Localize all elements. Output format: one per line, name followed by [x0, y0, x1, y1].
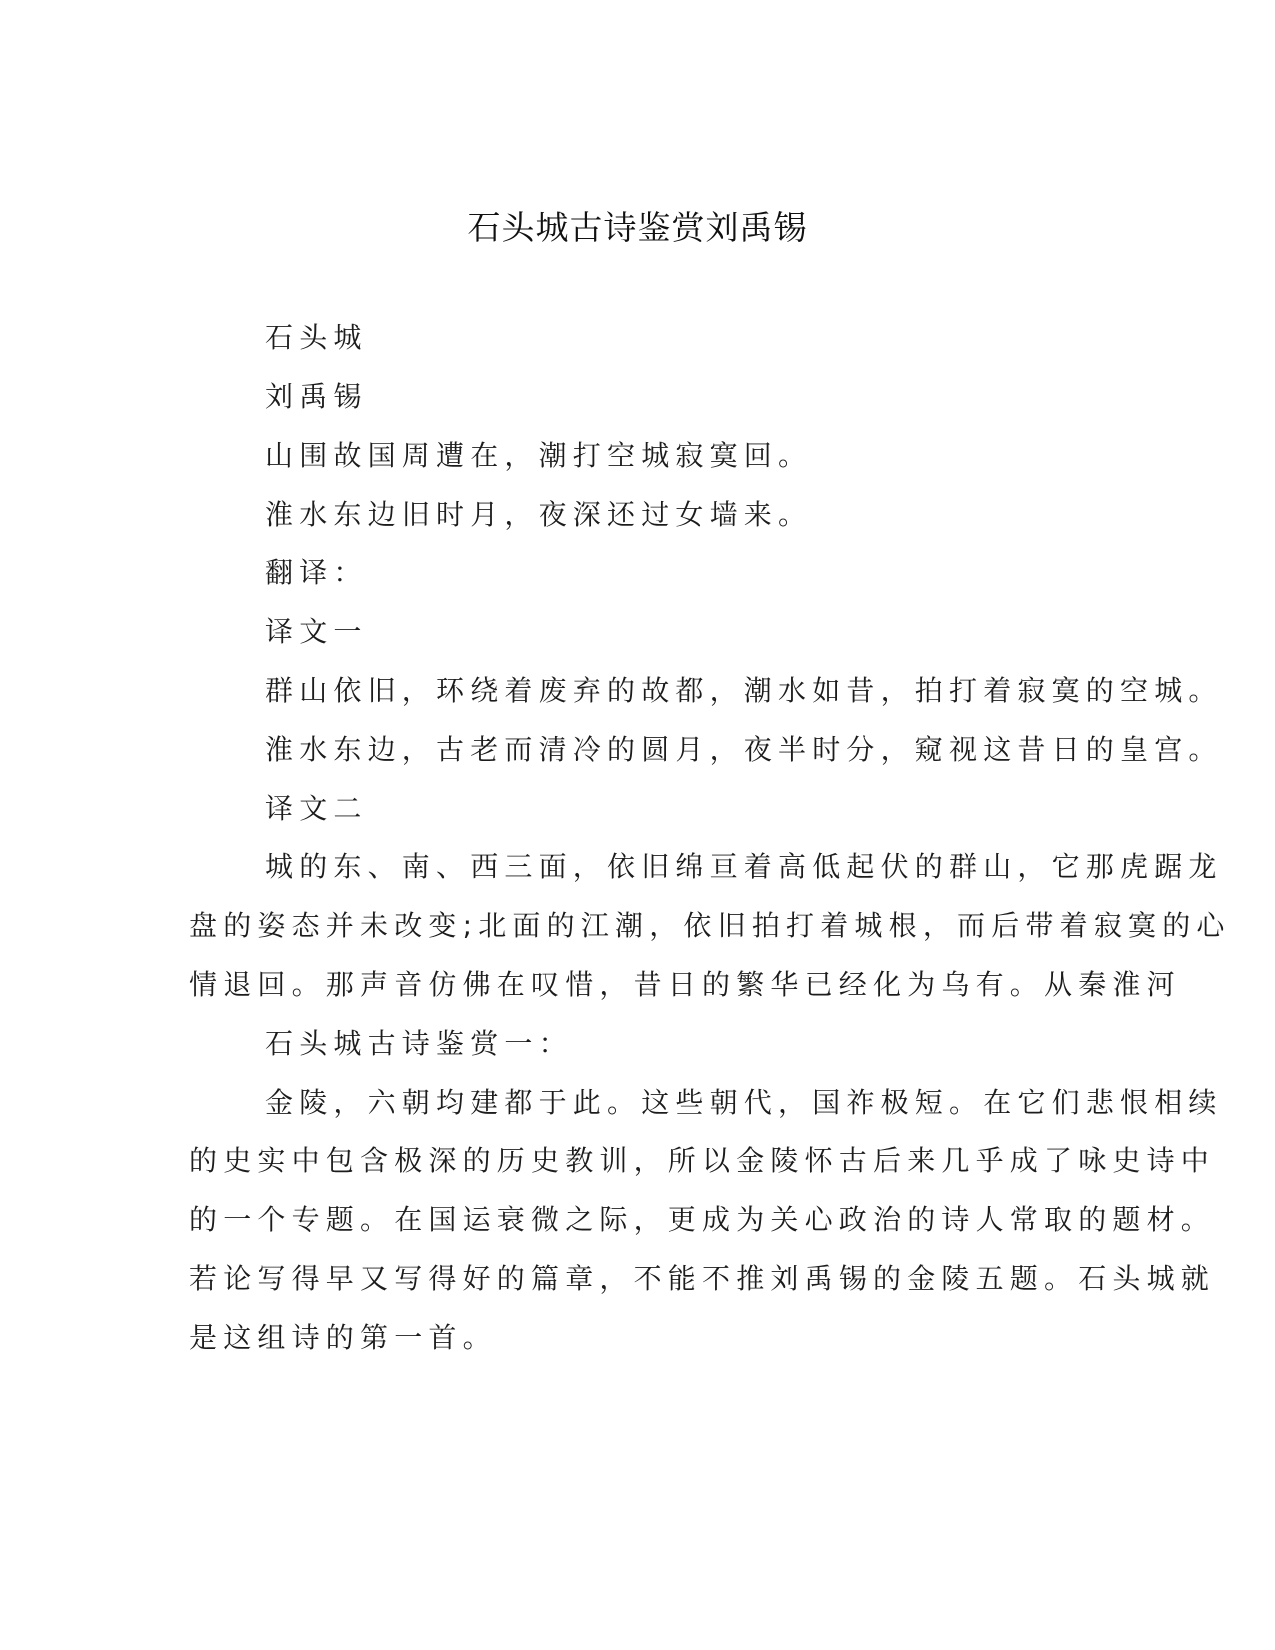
appreciation-line-5: 是这组诗的第一首。 [189, 1321, 497, 1354]
poem-author: 刘禹锡 [265, 380, 368, 413]
appreciation-line-2: 的史实中包含极深的历史教训，所以金陵怀古后来几乎成了咏史诗中 [189, 1144, 1216, 1177]
translation-2-line-3: 情退回。那声音仿佛在叹惜，昔日的繁华已经化为乌有。从秦淮河 [189, 968, 1181, 1001]
poem-title: 石头城 [265, 321, 368, 354]
poem-line-2: 淮水东边旧时月，夜深还过女墙来。 [265, 498, 813, 531]
translation-2-label: 译文二 [265, 792, 368, 825]
translation-1-label: 译文一 [265, 615, 368, 648]
translation-2-line-1: 城的东、南、西三面，依旧绵亘着高低起伏的群山，它那虎踞龙 [265, 850, 1223, 883]
translation-2-line-2: 盘的姿态并未改变;北面的江潮，依旧拍打着城根，而后带着寂寞的心 [189, 909, 1231, 942]
appreciation-line-3: 的一个专题。在国运衰微之际，更成为关心政治的诗人常取的题材。 [189, 1203, 1216, 1236]
translation-1-line-2: 淮水东边，古老而清冷的圆月，夜半时分，窥视这昔日的皇宫。 [265, 733, 1223, 766]
appreciation-heading: 石头城古诗鉴赏一： [265, 1027, 573, 1060]
document-title: 石头城古诗鉴赏刘禹锡 [467, 208, 808, 247]
appreciation-line-4: 若论写得早又写得好的篇章，不能不推刘禹锡的金陵五题。石头城就 [189, 1262, 1216, 1295]
translation-heading: 翻译： [265, 556, 368, 589]
poem-line-1: 山围故国周遭在，潮打空城寂寞回。 [265, 439, 813, 472]
translation-1-line-1: 群山依旧，环绕着废弃的故都，潮水如昔，拍打着寂寞的空城。 [265, 674, 1223, 707]
appreciation-line-1: 金陵，六朝均建都于此。这些朝代，国祚极短。在它们悲恨相续 [265, 1086, 1223, 1119]
